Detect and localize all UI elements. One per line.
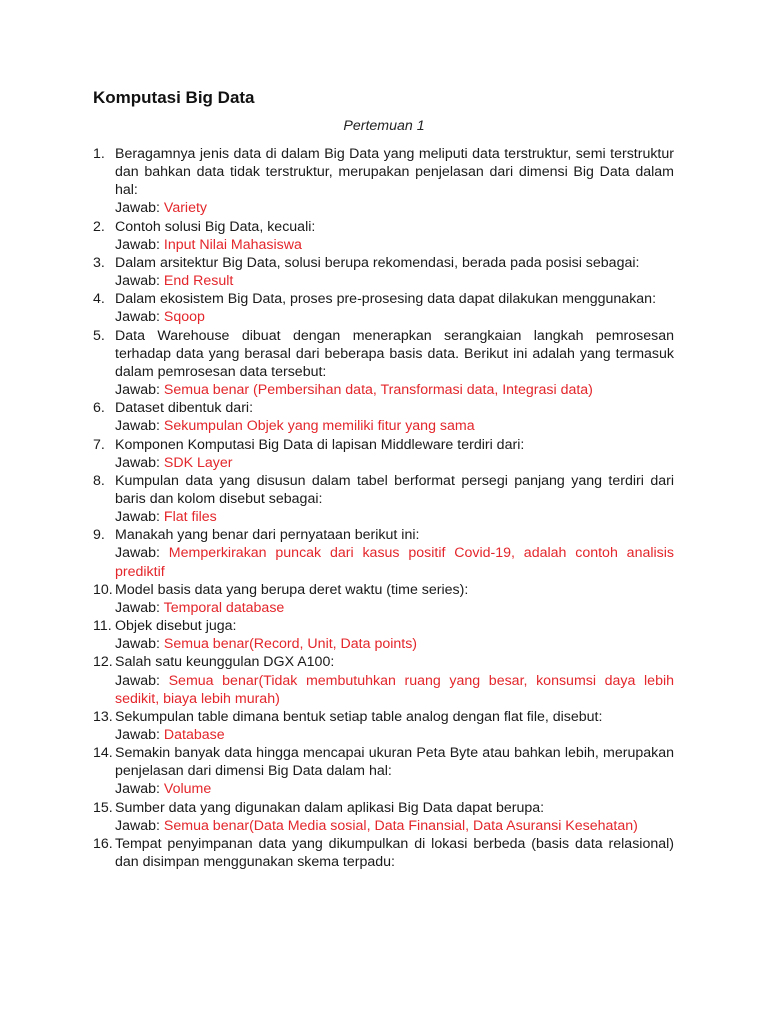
answer-label: Jawab: xyxy=(115,545,169,562)
question-text: Objek disebut juga: xyxy=(115,618,237,635)
answer-text: Semua benar (Pembersihan data, Transformasi data, Integrasi data) xyxy=(163,382,593,399)
answer-line xyxy=(115,199,674,217)
question-text: Beragamnya jenis data di dalam Big Data yang meliputi data terstruktur, semi terstruktur dan bahkan data tidak terstruktur, merupakan penjelasan dari dimensi Big Data dalam hal: xyxy=(115,146,674,199)
answer-text: Database xyxy=(163,727,225,743)
question-body xyxy=(115,254,674,290)
question-body xyxy=(115,327,674,400)
answer-label: Jawab: xyxy=(115,200,164,217)
answer-label: Jawab: xyxy=(115,236,164,253)
question-text: Manakah yang benar dari pernyataan berikut ini: xyxy=(115,527,420,544)
question-body xyxy=(115,835,674,871)
question-text: Model basis data yang berupa deret waktu (time series): xyxy=(115,581,469,598)
question-text: Dalam ekosistem Big Data, proses pre-prosesing data dapat dilakukan menggunakan: xyxy=(115,291,657,308)
question-item xyxy=(93,436,674,472)
question-number: 9. xyxy=(93,527,105,544)
question-number: 12. xyxy=(93,654,113,671)
question-text: Contoh solusi Big Data, kecuali: xyxy=(115,218,316,235)
question-body xyxy=(115,653,674,707)
question-text: Sekumpulan table dimana bentuk setiap table analog dengan flat file, disebut: xyxy=(115,708,603,725)
answer-line xyxy=(115,726,674,744)
answer-label: Jawab: xyxy=(115,509,164,526)
answer-line xyxy=(115,672,674,708)
answer-label: Jawab: xyxy=(115,727,164,743)
question-body xyxy=(115,290,674,326)
answer-text: Input Nilai Mahasiswa xyxy=(163,236,302,253)
answer-line xyxy=(115,780,674,798)
answer-text: Sqoop xyxy=(163,309,205,326)
question-item xyxy=(93,653,674,707)
answer-text: Memperkirakan puncak dari kasus positif Covid-19, adalah contoh analisis prediktif xyxy=(115,545,674,580)
question-number: 11. xyxy=(93,618,112,635)
question-number: 4. xyxy=(93,291,105,308)
answer-text: Semua benar(Tidak membutuhkan ruang yang besar, konsumsi daya lebih sedikit, biaya lebih murah) xyxy=(115,672,674,707)
question-number: 14. xyxy=(93,745,113,762)
answer-text: Variety xyxy=(163,200,208,217)
question-body xyxy=(115,145,674,218)
question-body xyxy=(115,436,674,472)
question-item xyxy=(93,581,674,617)
answer-text: Semua benar(Record, Unit, Data points) xyxy=(163,636,418,653)
answer-line xyxy=(115,599,674,617)
answer-text: Temporal database xyxy=(163,599,285,616)
question-body xyxy=(115,581,674,617)
question-number: 3. xyxy=(93,254,105,271)
answer-line xyxy=(115,454,674,472)
answer-text: SDK Layer xyxy=(163,454,233,471)
question-text: Salah satu keunggulan DGX A100: xyxy=(115,654,335,671)
question-item xyxy=(93,145,674,218)
answer-line xyxy=(115,417,674,435)
question-item xyxy=(93,327,674,400)
question-item xyxy=(93,799,674,835)
answer-text: Semua benar(Data Media sosial, Data Finansial, Data Asuransi Kesehatan) xyxy=(163,817,638,834)
question-text: Data Warehouse dibuat dengan menerapkan serangkaian langkah pemrosesan terhadap data yang berasal dari beberapa basis data. Berikut ini adalah yang termasuk dalam pemrosesan data tersebut: xyxy=(115,327,674,380)
question-item xyxy=(93,744,674,798)
question-number: 6. xyxy=(93,400,105,417)
answer-line xyxy=(115,308,674,326)
answer-label: Jawab: xyxy=(115,599,164,616)
question-item xyxy=(93,254,674,290)
page-title: Komputasi Big Data xyxy=(93,88,255,107)
answer-label: Jawab: xyxy=(115,418,164,435)
question-text: Sumber data yang digunakan dalam aplikasi Big Data dapat berupa: xyxy=(115,799,545,816)
answer-text: Flat files xyxy=(163,509,217,526)
page-subtitle: Pertemuan 1 xyxy=(343,118,425,134)
question-body xyxy=(115,399,674,435)
answer-line xyxy=(115,635,674,653)
answer-label: Jawab: xyxy=(115,817,164,834)
question-text: Dataset dibentuk dari: xyxy=(115,400,254,417)
question-number: 16. xyxy=(93,835,113,852)
question-body xyxy=(115,617,674,653)
answer-label: Jawab: xyxy=(115,309,164,326)
answer-label: Jawab: xyxy=(115,273,164,290)
question-body xyxy=(115,526,674,580)
question-number: 2. xyxy=(93,218,105,235)
answer-line xyxy=(115,544,674,580)
answer-line xyxy=(115,381,674,399)
question-text: Komponen Komputasi Big Data di lapisan Middleware terdiri dari: xyxy=(115,436,525,453)
answer-text: End Result xyxy=(163,273,234,290)
answer-label: Jawab: xyxy=(115,454,164,471)
answer-label: Jawab: xyxy=(115,636,164,653)
question-text: Kumpulan data yang disusun dalam tabel berformat persegi panjang yang terdiri dari baris dan kolom disebut sebagai: xyxy=(115,472,674,507)
question-body xyxy=(115,218,674,254)
answer-line xyxy=(115,236,674,254)
answer-label: Jawab: xyxy=(115,781,164,798)
question-item xyxy=(93,617,674,653)
question-number: 15. xyxy=(93,799,113,816)
question-list xyxy=(93,145,674,871)
question-text: Tempat penyimpanan data yang dikumpulkan di lokasi berbeda (basis data relasional) dan disimpan menggunakan skema terpadu: xyxy=(115,835,674,871)
question-item xyxy=(93,472,674,526)
question-number: 13. xyxy=(93,708,113,725)
question-body xyxy=(115,472,674,526)
question-body xyxy=(115,799,674,835)
question-number: 7. xyxy=(93,436,105,453)
question-number: 8. xyxy=(93,472,105,489)
question-item xyxy=(93,708,674,744)
answer-label: Jawab: xyxy=(115,672,169,689)
question-item xyxy=(93,290,674,326)
question-item xyxy=(93,835,674,871)
answer-label: Jawab: xyxy=(115,382,164,399)
question-text: Dalam arsitektur Big Data, solusi berupa rekomendasi, berada pada posisi sebagai: xyxy=(115,254,640,271)
answer-text: Volume xyxy=(163,781,212,798)
question-item xyxy=(93,526,674,580)
question-body xyxy=(115,744,674,798)
answer-line xyxy=(115,508,674,526)
question-number: 5. xyxy=(93,327,105,344)
answer-text: Sekumpulan Objek yang memiliki fitur yang sama xyxy=(163,418,475,435)
question-number: 10. xyxy=(93,581,113,598)
question-text: Semakin banyak data hingga mencapai ukuran Peta Byte atau bahkan lebih, merupakan penjelasan dari dimensi Big Data dalam hal: xyxy=(115,745,674,780)
question-item xyxy=(93,218,674,254)
question-body xyxy=(115,708,674,744)
question-number: 1. xyxy=(93,146,105,162)
answer-line xyxy=(115,272,674,290)
answer-line xyxy=(115,817,674,835)
question-item xyxy=(93,399,674,435)
